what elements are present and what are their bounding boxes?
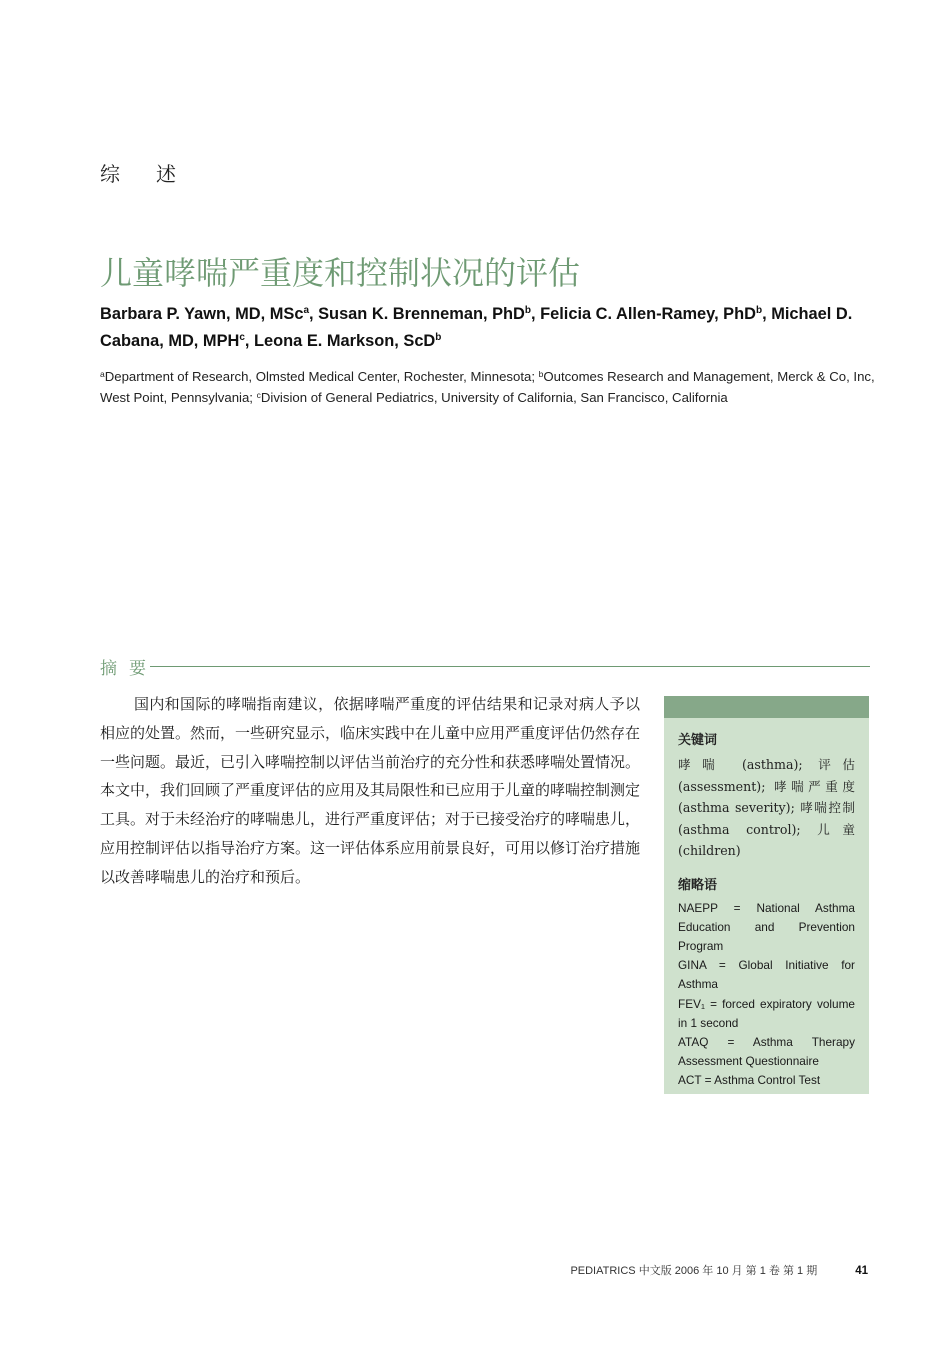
affiliation-text: Division of General Pediatrics, University of California, San Francisco, California [260,390,728,405]
abbreviation-item: FEV₁ = forced expiratory volume in 1 second [678,996,855,1030]
author-separator: , [309,305,319,323]
author-separator: , [244,332,255,350]
keywords-heading: 关键词 [678,733,718,748]
author-separator: , [530,305,541,323]
abstract-divider [150,666,870,667]
page-footer [570,1262,868,1278]
author-separator: , [762,305,772,323]
abbreviation-item: NAEPP = National Asthma Education and Prevention Program [678,900,855,953]
abstract-body: 国内和国际的哮喘指南建议，依据哮喘严重度的评估结果和记录对病人予以相应的处置。然而，一些研究显示，临床实践中在儿童中应用严重度评估仍然存在一些问题。最近，已引入哮喘控制以评估当前治疗的充分性和获悉哮喘处置情况。本文中，我们回顾了严重度评估的应用及其局限性和已应用于儿童的哮喘控制测定工具。对于未经治疗的哮喘患儿，进行严重度评估；对于已接受治疗的哮喘患儿，应用控制评估以指导治疗方案。这一评估体系应用前景良好，可用以修订治疗措施以改善哮喘患儿的治疗和预后。 [100,695,641,886]
section-label: 综述 [100,162,212,186]
affiliation-text: Department of Research, Olmsted Medical Center, Rochester, Minnesota; [104,369,539,384]
article-title: 儿童哮喘严重度和控制状况的评估 [100,254,581,292]
affiliation-list [100,366,880,408]
page-number: 41 [855,1265,868,1277]
abstract-heading [100,654,870,678]
sidebar-header-bar [664,696,869,718]
abbreviation-item: ATAQ = Asthma Therapy Assessment Questionnaire [678,1034,855,1069]
abstract-heading-label: 摘要 [100,658,158,679]
keywords-text: 哮喘 (asthma); 评估 (assessment); 哮喘严重度 (asthma severity); 哮喘控制 (asthma control); 儿童 (children) [678,757,855,858]
abbreviation-item: GINA = Global Initiative for Asthma [678,958,855,992]
author-name: Leona E. Markson, ScD [254,332,436,350]
author-affiliation-mark: b [435,332,442,343]
author-affiliation-mark: b [755,305,763,316]
affiliation-mark: c [256,390,261,400]
author-name: Felicia C. Allen-Ramey, PhD [540,305,756,323]
author-name: Susan K. Brenneman, PhD [318,305,525,323]
author-affiliation-mark: a [303,305,310,316]
abbreviation-list [678,899,855,1091]
author-name: Barbara P. Yawn, MD, MSc [100,305,304,323]
abbreviation-item: ACT = Asthma Control Test [678,1073,821,1088]
affiliation-text: Outcomes Research and Management, Merck & Co, Inc, West Point, Pennsylvania; [100,369,875,405]
author-name: Michael D. Cabana, MD, MPH [100,305,853,350]
author-list [100,301,880,355]
abbreviations-heading: 缩略语 [678,877,718,893]
affiliation-mark: a [100,369,105,379]
affiliation-mark: b [538,369,544,379]
journal-citation: PEDIATRICS 中文版 2006 年 10 月 第 1 卷 第 1 期 [570,1265,818,1277]
keywords-sidebar [664,696,869,1094]
author-affiliation-mark: c [239,332,245,343]
author-affiliation-mark: b [524,305,531,316]
